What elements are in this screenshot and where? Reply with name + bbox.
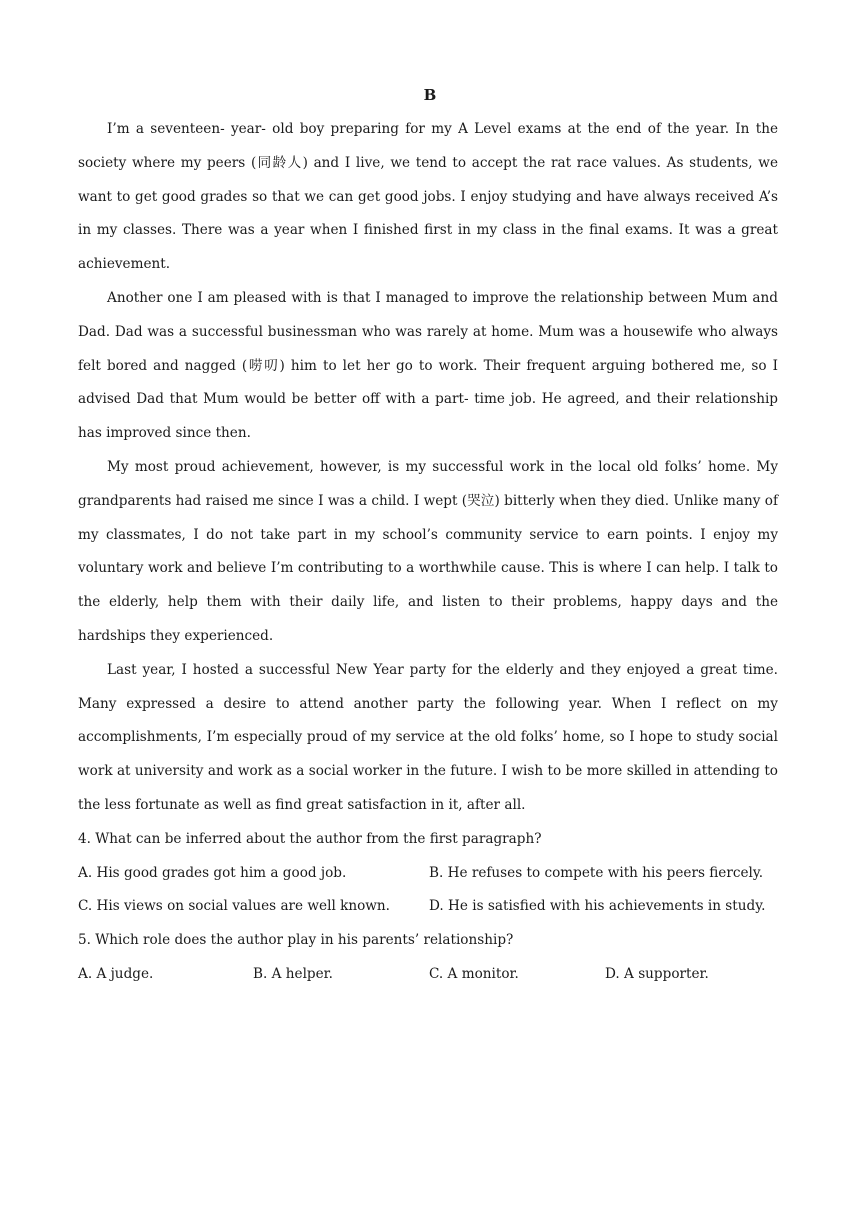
question-5-option-c: C. A monitor. [429,965,519,982]
question-5-option-b: B. A helper. [253,965,333,982]
question-5-options-row [78,958,778,992]
question-4-option-a: A. His good grades got him a good job. [78,864,347,881]
paragraph-2: Another one I am pleased with is that I managed to improve the relationship between Mum and Dad. Dad was a successful businessman who was rarely at home. Mum was a housewife who always felt bored and nagged (唠叨) him to let her go to work. Their frequent arguing bothered me, so I advised Dad that Mum would be better off with a part- time job. He agreed, and their relationship has improved since then. [78,289,778,442]
question-5-option-a: A. A judge. [78,965,154,982]
question-4-option-b: B. He refuses to compete with his peers fiercely. [429,864,764,881]
question-4-options-row-1 [78,857,778,891]
question-5-option-d: D. A supporter. [605,965,709,982]
question-4-stem: 4. What can be inferred about the author from the first paragraph? [78,830,542,847]
section-title: B [423,86,437,104]
question-5-stem: 5. Which role does the author play in his parents’ relationship? [78,932,514,949]
paragraph-4: Last year, I hosted a successful New Year party for the elderly and they enjoyed a great time. Many expressed a desire to attend another party the following year. When I reflect on my accomplishments, I’m especially proud of my service at the old folks’ home, so I hope to study social work at university and work as a social worker in the future. I wish to be more skilled in attending to the less fortunate as well as find great satisfaction in it, after all. [78,661,778,813]
paragraph-1: I’m a seventeen- year- old boy preparing for my A Level exams at the end of the year. In the society where my peers (同龄人) and I live, we tend to accept the rat race values. As students, we want to get good grades so that we can get good jobs. I enjoy studying and have always received A’s in my classes. There was a year when I finished first in my class in the final exams. It was a great achievement. [78,121,778,273]
question-4-options-row-2 [78,890,778,924]
question-4-option-c: C. His views on social values are well known. [78,898,390,915]
paragraph-3: My most proud achievement, however, is my successful work in the local old folks’ home. My grandparents had raised me since I was a child. I wept (哭泣) bitterly when they died. Unlike many of my classmates, I do not take part in my school’s community service to earn points. I enjoy my voluntary work and believe I’m contributing to a worthwhile cause. This is where I can help. I talk to the elderly, help them with their daily life, and listen to their problems, happy days and the hardships they experienced. [78,458,778,644]
question-4-option-d: D. He is satisfied with his achievements in study. [429,898,766,915]
passage-body [78,113,778,992]
